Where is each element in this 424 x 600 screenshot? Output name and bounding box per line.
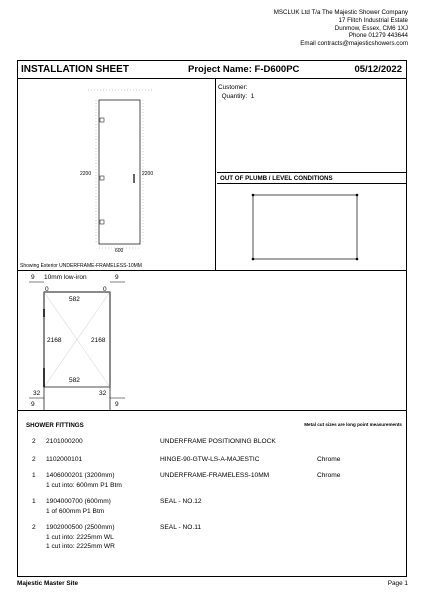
dim-bottom-left-nine: 9: [31, 401, 35, 408]
fitting-cut-note: 1 cut into: 2225mm WL: [46, 534, 114, 541]
fitting-qty: 1: [32, 498, 36, 505]
fittings-note: Metal cut sizes are long point measurements: [304, 422, 402, 427]
dim-top-right-zero: 0: [103, 286, 107, 293]
fitting-cut-note: 1 cut into: 600mm P1 Btm: [46, 482, 122, 489]
sheet-header: [18, 61, 406, 79]
fittings-title: SHOWER FITTINGS: [26, 422, 84, 429]
company-line: 17 Flitch Industrial Estate: [338, 16, 408, 24]
dim-bottom-left: 32: [33, 390, 41, 397]
dim-bottom-right: 32: [99, 390, 107, 397]
fitting-code: 1904000700 (600mm): [46, 498, 111, 505]
quantity-row: [218, 92, 254, 101]
dim-top-left-nine: 9: [31, 274, 35, 281]
dim-left-height: 2168: [47, 337, 62, 344]
out-of-plumb-title: OUT OF PLUMB / LEVEL CONDITIONS: [217, 172, 406, 184]
hinge-icon: [100, 220, 104, 224]
fitting-qty: 2: [32, 438, 36, 445]
company-line: MSCLUK Ltd T/a The Majestic Shower Company: [273, 9, 408, 16]
elevation-caption: Showing Exterior UNDERFRAME-FRAMELESS-10MM: [20, 263, 142, 269]
fitting-cut-note: 1 of 600mm P1 Btm: [46, 508, 105, 515]
height-left: 2200: [80, 171, 92, 177]
dim-bottom-right-nine: 9: [115, 401, 119, 408]
dim-bottom-width: 582: [69, 377, 80, 384]
glass-cut-diagram: [18, 271, 148, 410]
height-right: 2200: [142, 171, 154, 177]
fitting-finish: Chrome: [317, 472, 341, 479]
customer-block: [218, 83, 254, 101]
sheet-title: INSTALLATION SHEET: [21, 64, 129, 75]
hinge-icon: [100, 118, 104, 122]
fitting-qty: 1: [32, 472, 36, 479]
company-line: Dunmow, Essex, CM6 1XJ: [334, 24, 408, 32]
footer-site: Majestic Master Site: [17, 580, 79, 587]
installation-sheet-frame: [17, 60, 407, 577]
quantity-label: Quantity:: [221, 93, 248, 100]
dim-top-left-zero: 0: [45, 286, 49, 293]
fitting-desc: HINGE-90-GTW-LS-A-MAJESTIC: [160, 456, 260, 463]
fitting-code: 1102000101: [46, 456, 83, 463]
out-of-plumb-diagram: [217, 184, 406, 270]
fitting-qty: 2: [32, 456, 36, 463]
sheet-date: 05/12/2022: [354, 64, 402, 75]
customer-label: Customer:: [218, 84, 248, 91]
fitting-code: 2101000200: [46, 438, 83, 445]
footer-page: Page 1: [387, 580, 408, 587]
company-address: [274, 9, 408, 48]
fitting-finish: Chrome: [317, 456, 341, 463]
dim-top-right-nine: 9: [115, 274, 119, 281]
glass-panel: [99, 100, 140, 244]
company-line: Phone 01279 443644: [348, 32, 408, 40]
fitting-qty: 2: [32, 524, 36, 531]
panel-width: 600: [115, 248, 124, 254]
fitting-desc: SEAL - NO.11: [160, 524, 202, 531]
dim-right-height: 2168: [91, 337, 106, 344]
company-line: Email contracts@majesticshowers.com: [300, 40, 408, 48]
elevation-panel: [18, 78, 216, 270]
fitting-desc: UNDERFRAME POSITIONING BLOCK: [160, 438, 276, 445]
project-name: Project Name: F-D600PC: [188, 64, 300, 75]
quantity-value: 1: [250, 93, 255, 100]
divider: [18, 410, 406, 411]
fitting-code: 1406000201 (3200mm): [46, 472, 115, 479]
fitting-desc: UNDERFRAME-FRAMELESS-10MM: [160, 472, 270, 479]
fitting-desc: SEAL - NO.12: [160, 498, 202, 505]
fitting-code: 1902000500 (2500mm): [46, 524, 115, 531]
fitting-cut-note: 1 cut into: 2225mm WR: [46, 543, 115, 550]
elevation-drawing: [18, 78, 215, 270]
dim-top-width: 582: [69, 296, 80, 303]
glass-spec: 10mm low-iron: [44, 274, 87, 281]
